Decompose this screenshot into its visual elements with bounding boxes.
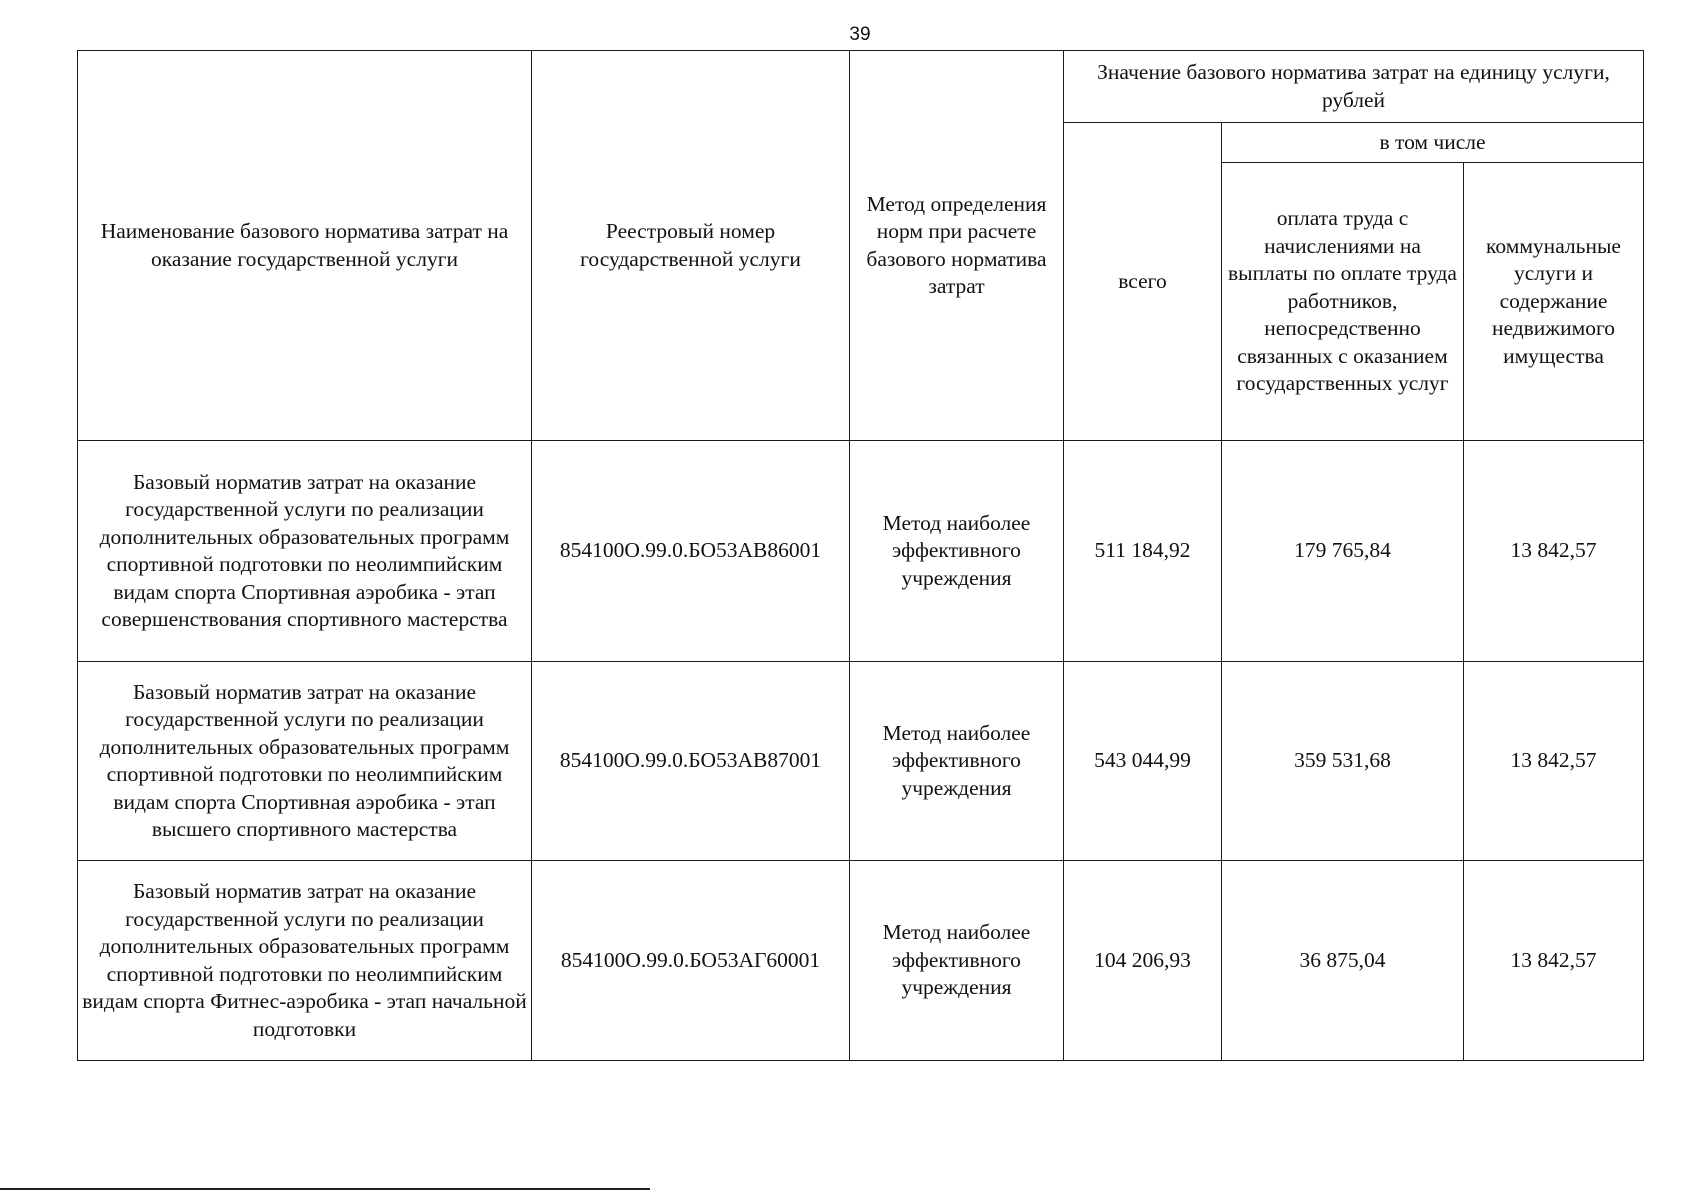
page-number: 39	[849, 24, 871, 45]
cell-method: Метод наиболее эффективного учреждения	[850, 861, 1064, 1061]
table-row	[78, 662, 1644, 861]
cell-method: Метод наиболее эффективного учреждения	[850, 662, 1064, 861]
table-row	[78, 861, 1644, 1061]
header-row-group	[78, 51, 1644, 123]
cell-utilities: 13 842,57	[1464, 662, 1644, 861]
cell-registry-number: 854100О.99.0.БО53АВ87001	[532, 662, 850, 861]
footnote-divider	[0, 1188, 650, 1190]
cell-total: 511 184,92	[1064, 441, 1222, 662]
cell-name: Базовый норматив затрат на оказание государственной услуги по реализации дополнительных образовательных программ спортивной подготовки по неолимпийским видам спорта Спортивная аэробика - этап совершенствования спортивного мастерства	[78, 441, 532, 662]
header-value-group: Значение базового норматива затрат на единицу услуги, рублей	[1064, 51, 1644, 123]
header-name: Наименование базового норматива затрат на оказание государственной услуги	[78, 51, 532, 441]
cell-labor: 359 531,68	[1222, 662, 1464, 861]
cell-name: Базовый норматив затрат на оказание государственной услуги по реализации дополнительных образовательных программ спортивной подготовки по неолимпийским видам спорта Спортивная аэробика - этап высшего спортивного мастерства	[78, 662, 532, 861]
header-registry-number: Реестровый номер государственной услуги	[532, 51, 850, 441]
cell-labor: 36 875,04	[1222, 861, 1464, 1061]
table-row	[78, 441, 1644, 662]
cell-utilities: 13 842,57	[1464, 441, 1644, 662]
header-labor: оплата труда с начислениями на выплаты по оплате труда работников, непосредственно связанных с оказанием государственных услуг	[1222, 163, 1464, 441]
cell-name: Базовый норматив затрат на оказание государственной услуги по реализации дополнительных образовательных программ спортивной подготовки по неолимпийским видам спорта Фитнес-аэробика - этап начальной подготовки	[78, 861, 532, 1061]
cell-labor: 179 765,84	[1222, 441, 1464, 662]
cell-method: Метод наиболее эффективного учреждения	[850, 441, 1064, 662]
header-method: Метод определения норм при расчете базового норматива затрат	[850, 51, 1064, 441]
base-cost-norms-table	[77, 50, 1644, 1061]
header-including: в том числе	[1222, 123, 1644, 163]
cell-utilities: 13 842,57	[1464, 861, 1644, 1061]
header-total: всего	[1064, 123, 1222, 441]
cell-registry-number: 854100О.99.0.БО53АГ60001	[532, 861, 850, 1061]
cell-total: 104 206,93	[1064, 861, 1222, 1061]
header-utilities: коммунальные услуги и содержание недвижимого имущества	[1464, 163, 1644, 441]
cell-total: 543 044,99	[1064, 662, 1222, 861]
cell-registry-number: 854100О.99.0.БО53АВ86001	[532, 441, 850, 662]
